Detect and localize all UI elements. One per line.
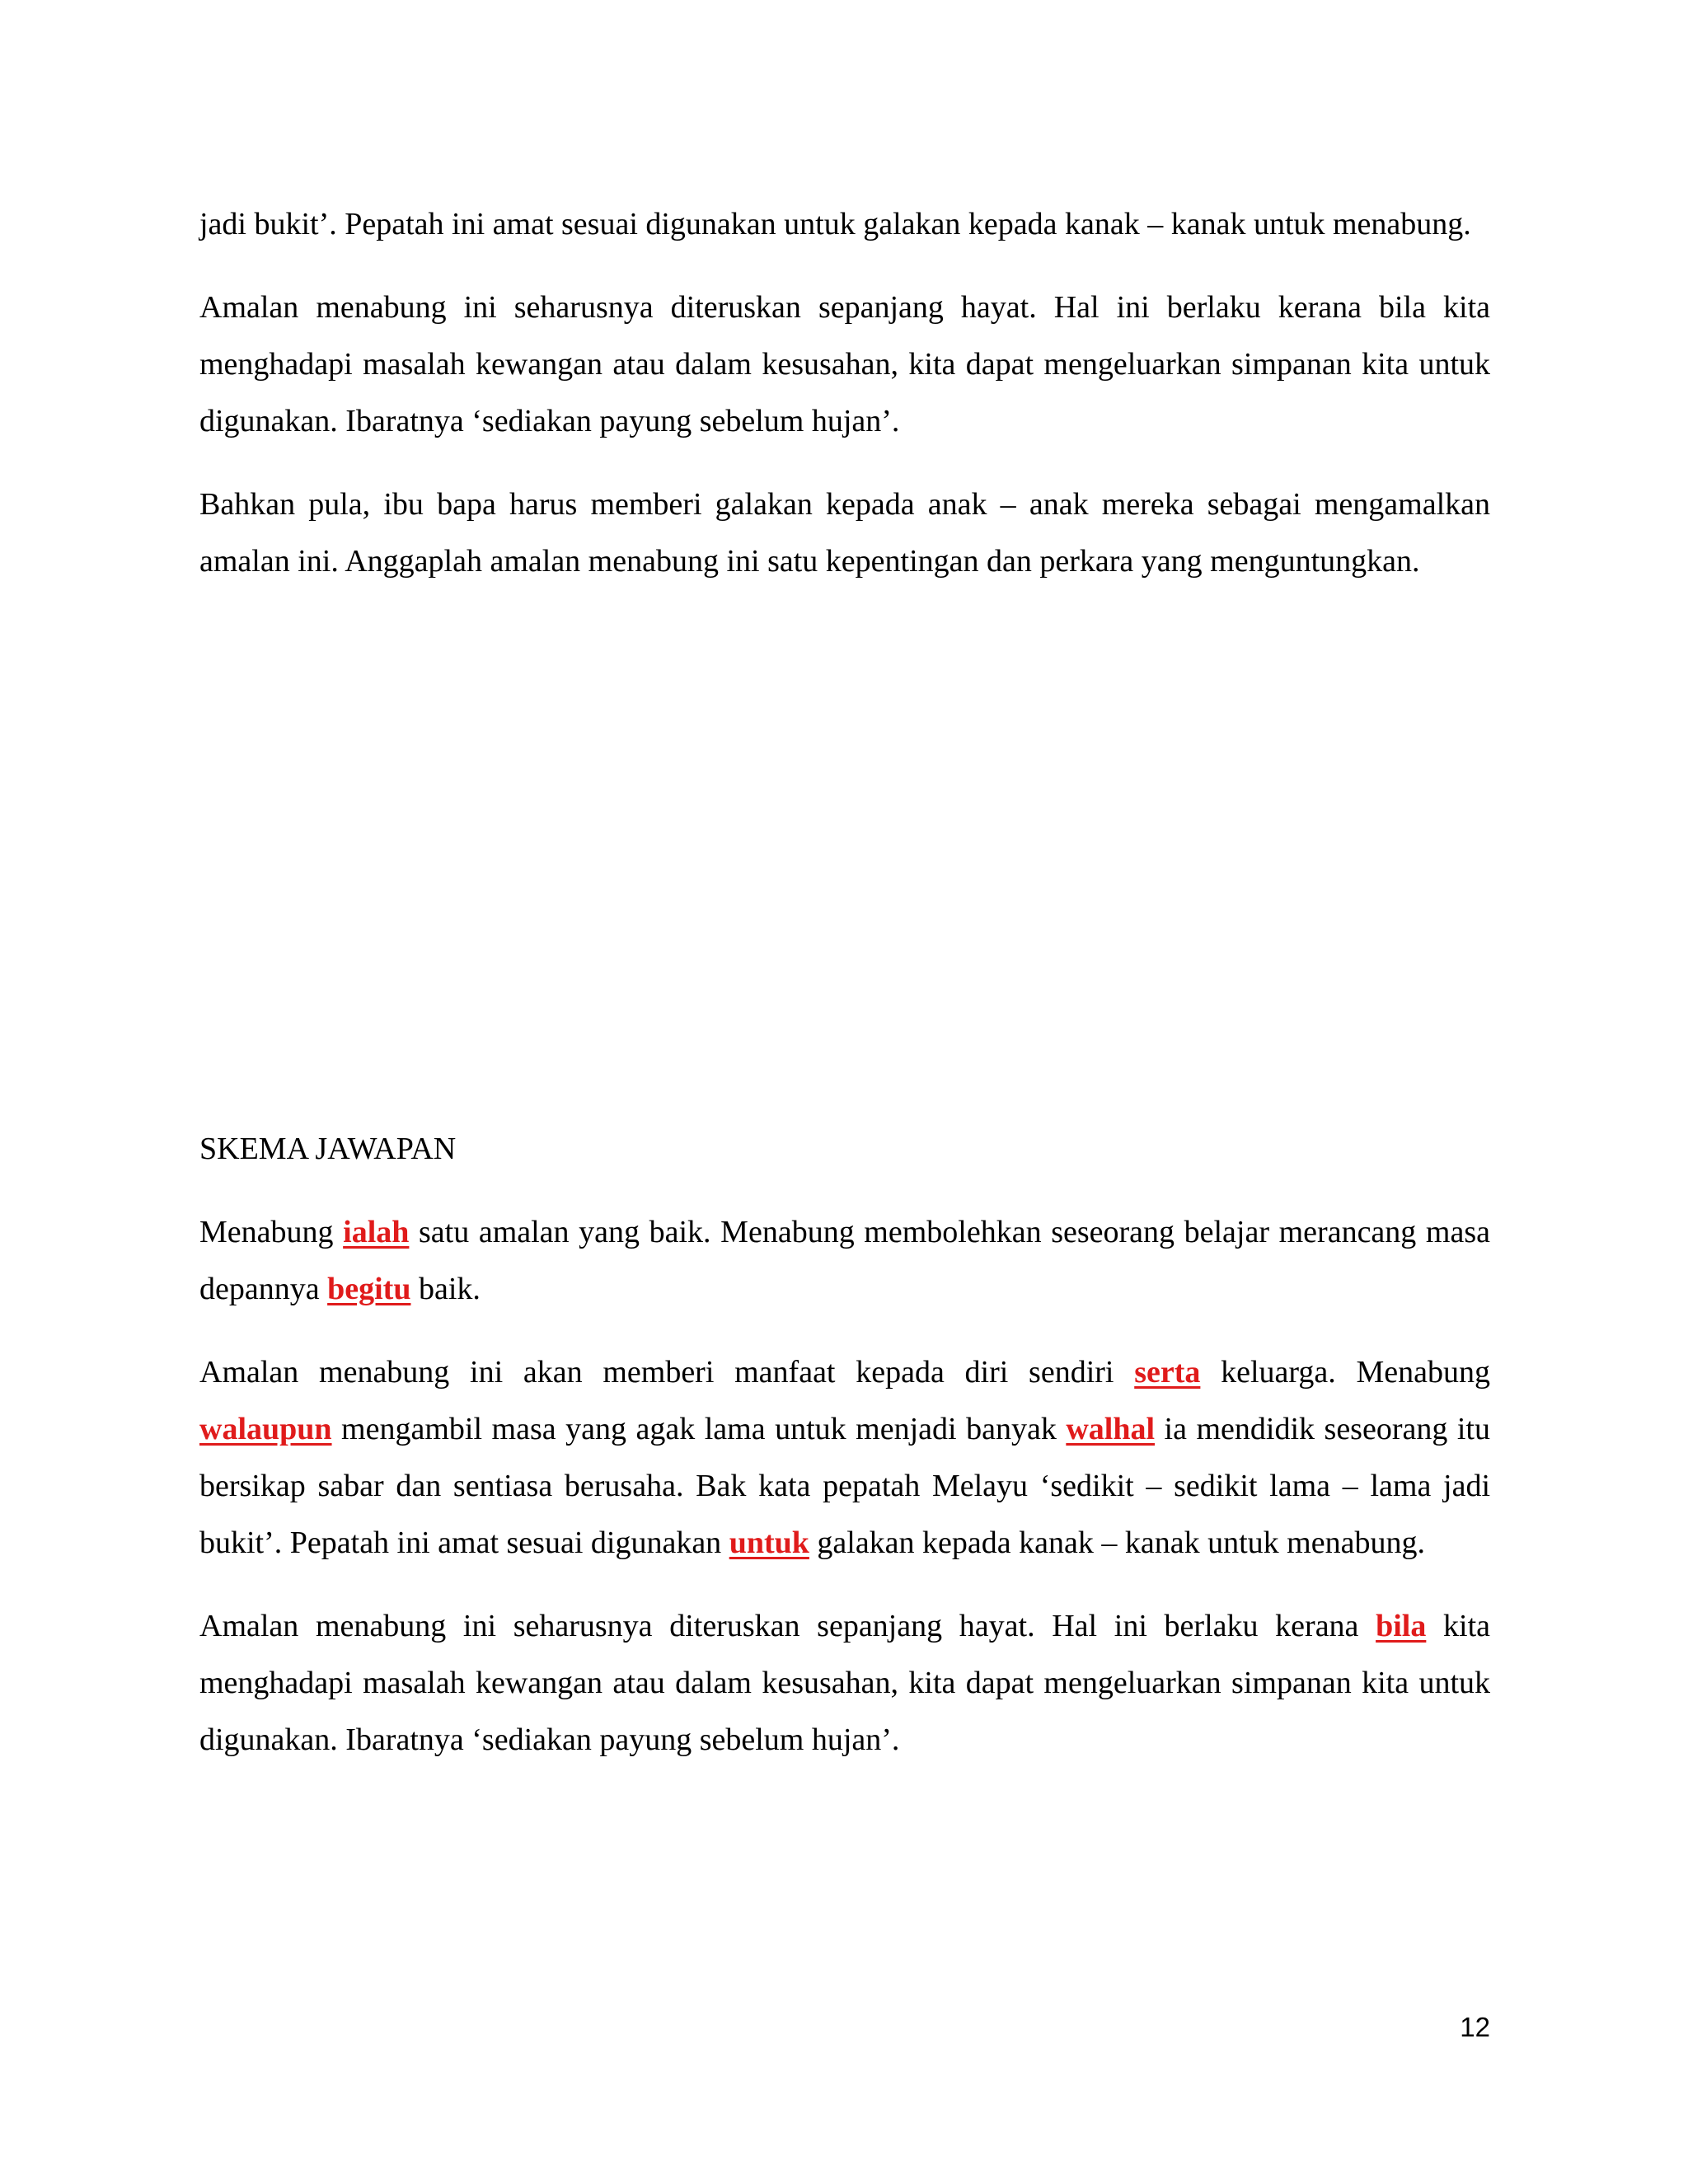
answer-text: Amalan menabung ini seharusnya diteruskan sepanjang hayat. Hal ini berlaku kerana xyxy=(199,1609,1376,1643)
answer-text: mengambil masa yang agak lama untuk menjadi banyak xyxy=(331,1412,1067,1446)
answer-text: satu amalan yang baik. Menabung membolehkan seseorang belajar merancang masa depannya xyxy=(199,1215,1490,1306)
page-number: 12 xyxy=(1460,2012,1490,2042)
answer-keyword: ialah xyxy=(343,1215,410,1249)
answer-keyword: serta xyxy=(1134,1355,1201,1390)
top-paragraph-3: Bahkan pula, ibu bapa harus memberi galakan kepada anak – anak mereka sebagai mengamalkan amalan ini. Anggaplah amalan menabung ini satu kepentingan dan perkara yang menguntungkan. xyxy=(199,487,1490,579)
answer-text: galakan kepada kanak – kanak untuk menabung. xyxy=(809,1526,1425,1560)
answer-text: keluarga. Menabung xyxy=(1200,1355,1490,1390)
top-paragraph-1: jadi bukit’. Pepatah ini amat sesuai digunakan untuk galakan kepada kanak – kanak untuk menabung. xyxy=(199,207,1471,241)
answer-text: Amalan menabung ini akan memberi manfaat kepada diri sendiri xyxy=(199,1355,1135,1390)
answer-paragraph-2 xyxy=(199,1344,1490,1572)
answer-text: Menabung xyxy=(199,1215,344,1249)
answer-keyword: untuk xyxy=(729,1526,809,1560)
answer-keyword: walaupun xyxy=(199,1412,332,1446)
answer-keyword: bila xyxy=(1376,1609,1427,1643)
answer-keyword: begitu xyxy=(327,1272,411,1306)
answer-text: ia mendidik seseorang itu bersikap sabar dan sentiasa berusaha. Bak kata pepatah Melayu ‘sedikit – sedikit lama – lama jadi bukit’. Pepatah ini amat sesuai digunakan xyxy=(199,1412,1490,1560)
top-paragraph-2: Amalan menabung ini seharusnya diteruskan sepanjang hayat. Hal ini berlaku kerana bila kita menghadapi masalah kewangan atau dalam kesusahan, kita dapat mengeluarkan simpanan kita untuk digunakan. Ibaratnya ‘sediakan payung sebelum hujan’. xyxy=(199,290,1490,438)
answer-scheme-heading: SKEMA JAWAPAN xyxy=(199,1132,457,1166)
document-page xyxy=(199,196,1490,1795)
answer-paragraph-1 xyxy=(199,1204,1490,1318)
answer-text: baik. xyxy=(410,1272,481,1306)
answer-paragraph-3 xyxy=(199,1598,1490,1769)
answer-keyword: walhal xyxy=(1066,1412,1156,1446)
answer-text: kita menghadapi masalah kewangan atau dalam kesusahan, kita dapat mengeluarkan simpanan kita untuk digunakan. Ibaratnya ‘sediakan payung sebelum hujan’. xyxy=(199,1609,1490,1757)
blank-space xyxy=(199,616,1490,1121)
